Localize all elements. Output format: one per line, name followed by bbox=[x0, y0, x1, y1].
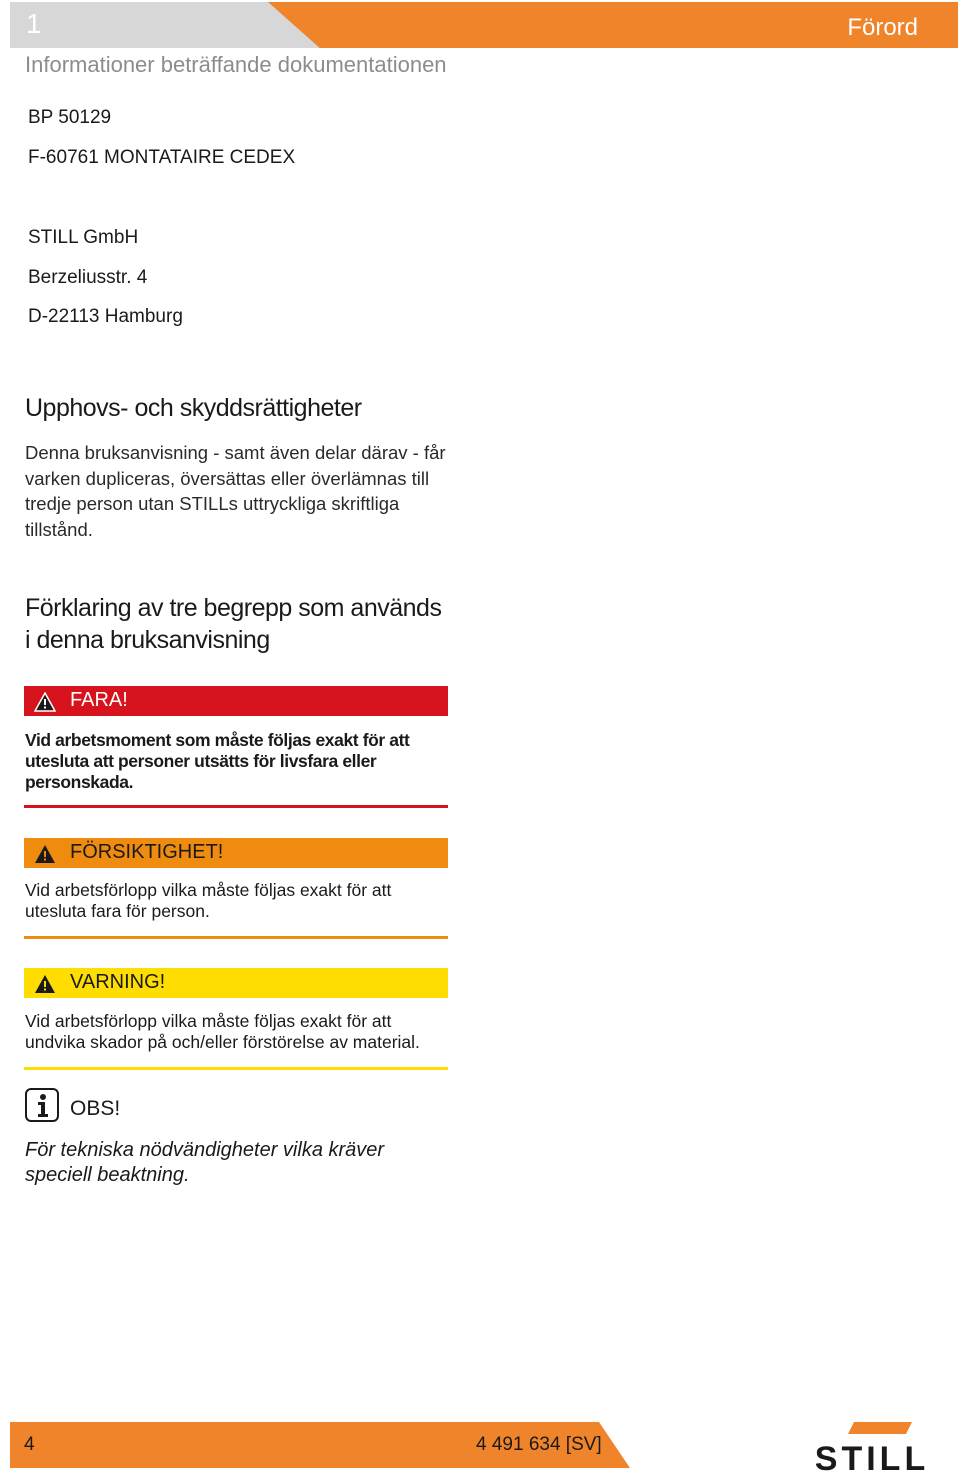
address-line: F-60761 MONTATAIRE CEDEX bbox=[28, 147, 296, 168]
copyright-text: Denna bruksanvisning - samt även delar därav - får varken dupliceras, översättas eller överlämnas till tredje person utan STILLs uttryckliga skriftliga tillstånd. bbox=[25, 442, 446, 540]
caution-text: Vid arbetsförlopp vilka måste följas exakt för att utesluta fara för person. bbox=[25, 880, 392, 921]
chapter-number: 1 bbox=[26, 8, 42, 39]
danger-text: Vid arbetsmoment som måste följas exakt för att utesluta att personer utsätts för livsfara eller personskada. bbox=[25, 730, 410, 792]
danger-bar bbox=[24, 686, 448, 716]
info-icon bbox=[25, 1088, 59, 1122]
caution-bar bbox=[24, 838, 448, 868]
danger-divider bbox=[24, 805, 448, 808]
chapter-title: Förord bbox=[847, 14, 918, 41]
note-label: OBS! bbox=[70, 1097, 121, 1120]
address-line: D-22113 Hamburg bbox=[28, 306, 183, 327]
document-number: 4 491 634 [SV] bbox=[476, 1434, 602, 1455]
still-logo bbox=[784, 1420, 960, 1476]
address-line: Berzeliusstr. 4 bbox=[28, 267, 148, 288]
warning-label: VARNING! bbox=[70, 971, 166, 993]
svg-text:STILL: STILL bbox=[814, 1440, 930, 1476]
section-title: Informationer beträffande dokumentationen bbox=[25, 52, 447, 77]
warning-divider bbox=[24, 1067, 448, 1070]
warning-triangle-icon bbox=[34, 974, 56, 994]
terms-heading: Förklaring av tre begrepp som används i denna bruksanvisning bbox=[25, 594, 442, 654]
address-line: BP 50129 bbox=[28, 107, 112, 128]
note-text: För tekniska nödvändigheter vilka kräver speciell beaktning. bbox=[25, 1139, 385, 1186]
warning-text: Vid arbetsförlopp vilka måste följas exakt för att undvika skador på och/eller förstörelse av material. bbox=[25, 1011, 420, 1052]
address-line: STILL GmbH bbox=[28, 227, 139, 248]
warning-triangle-icon bbox=[34, 844, 56, 864]
warning-bar bbox=[24, 968, 448, 998]
warning-triangle-icon bbox=[34, 692, 56, 712]
caution-divider bbox=[24, 936, 448, 939]
page-number: 4 bbox=[24, 1434, 35, 1455]
danger-label: FARA! bbox=[70, 689, 128, 711]
caution-label: FÖRSIKTIGHET! bbox=[70, 841, 224, 863]
header-gray-band bbox=[10, 2, 320, 48]
copyright-heading: Upphovs- och skyddsrättigheter bbox=[25, 394, 362, 422]
